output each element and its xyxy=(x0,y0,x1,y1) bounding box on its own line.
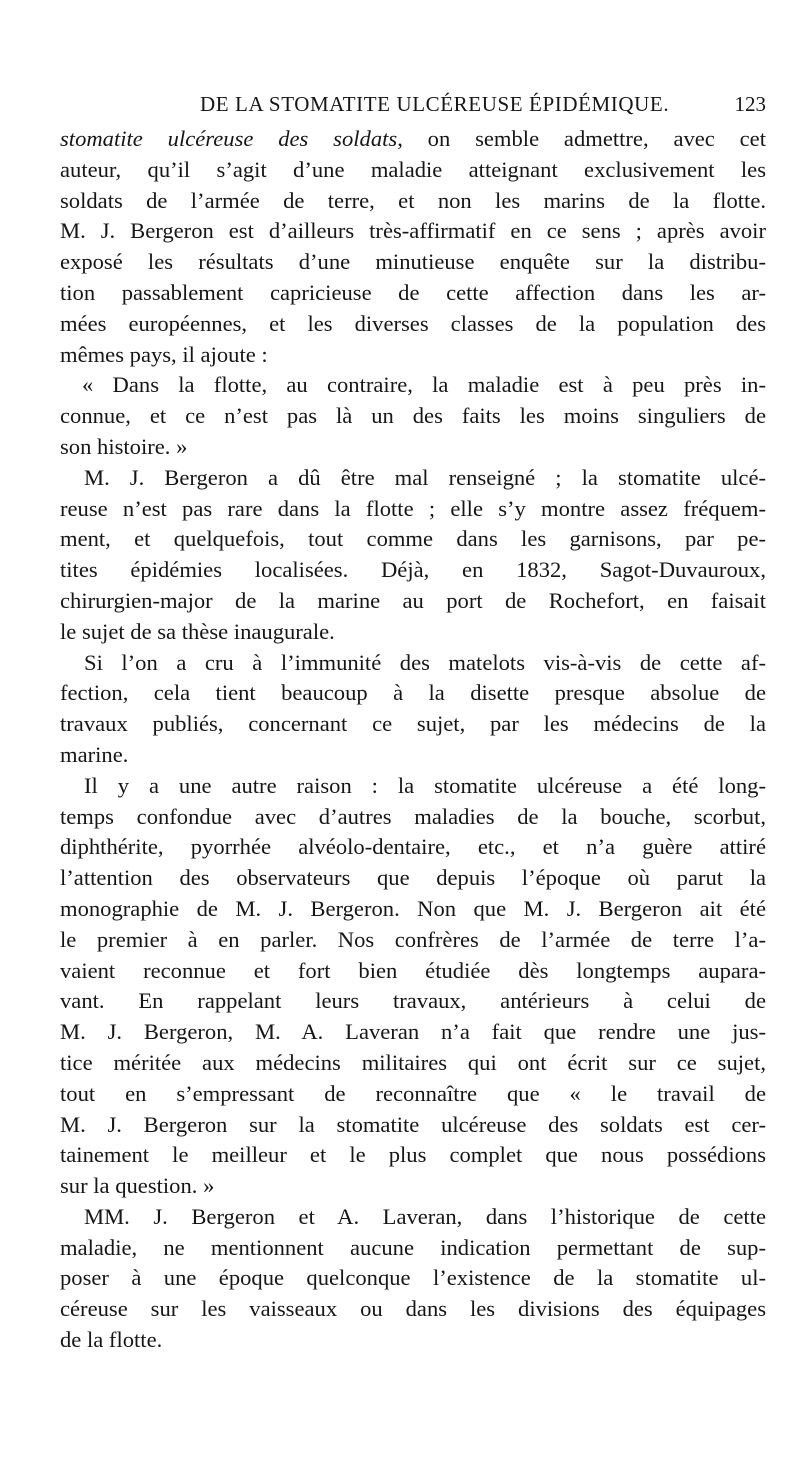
text-line: reuse n’est pas rare dans la flotte ; elle s’y montre assez fréquem- xyxy=(60,495,766,521)
text-line: le premier à en parler. Nos confrères de l’armée de terre l’a- xyxy=(60,926,766,952)
text-line: diphthérite, pyorrhée alvéolo-dentaire, etc., et n’a guère attiré xyxy=(60,834,766,860)
paragraph-start-line: Si l’on a cru à l’immunité des matelots vis-à-vis de cette af- xyxy=(84,649,766,675)
text-line: monographie de M. J. Bergeron. Non que M. J. Bergeron ait été xyxy=(60,895,766,921)
text-line: maladie, ne mentionnent aucune indication permettant de sup- xyxy=(60,1234,766,1260)
text-line: auteur, qu’il s’agit d’une maladie atteignant exclusivement les xyxy=(60,156,766,182)
text-line: tites épidémies localisées. Déjà, en 1832, Sagot-Duvauroux, xyxy=(60,557,766,583)
text-line: fection, cela tient beaucoup à la disette presque absolue de xyxy=(60,680,766,706)
text-line: tout en s’empressant de reconnaître que « le travail de xyxy=(60,1080,766,1106)
text-line: vaient reconnue et fort bien étudiée dès longtemps aupara- xyxy=(60,957,766,983)
text-line: le sujet de sa thèse inaugurale. xyxy=(60,618,335,644)
text-line: M. J. Bergeron, M. A. Laveran n’a fait que rendre une jus- xyxy=(60,1019,766,1045)
text-line: ment, et quelquefois, tout comme dans les garnisons, par pe- xyxy=(60,526,766,552)
text-line: tice méritée aux médecins militaires qui ont écrit sur ce sujet, xyxy=(60,1049,766,1075)
text-line: soldats de l’armée de terre, et non les marins de la flotte. xyxy=(60,187,766,213)
text-line: céreuse sur les vaisseaux ou dans les divisions des équipages xyxy=(60,1296,766,1322)
paragraph-start-line: MM. J. Bergeron et A. Laveran, dans l’historique de cette xyxy=(84,1203,766,1229)
running-title: DE LA STOMATITE ULCÉREUSE ÉPIDÉMIQUE. xyxy=(200,92,670,116)
paragraph-start-line: Il y a une autre raison : la stomatite ulcéreuse a été long- xyxy=(84,772,766,798)
text-fragment: , on semble admettre, avec cet xyxy=(397,126,766,151)
text-line: marine. xyxy=(60,741,129,767)
paragraph-start-line: M. J. Bergeron a dû être mal renseigné ; la stomatite ulcé- xyxy=(84,464,766,490)
text-line: tion passablement capricieuse de cette affection dans les ar- xyxy=(60,279,766,305)
text-line: chirurgien-major de la marine au port de Rochefort, en faisait xyxy=(60,587,766,613)
text-line: mées européennes, et les diverses classes de la population des xyxy=(60,310,766,336)
italic-title-phrase: stomatite ulcéreuse des soldats xyxy=(60,126,398,151)
text-line: exposé les résultats d’une minutieuse enquête sur la distribu- xyxy=(60,249,766,275)
text-line: M. J. Bergeron sur la stomatite ulcéreuse des soldats est cer- xyxy=(60,1111,766,1137)
text-line xyxy=(60,124,766,155)
text-line: l’attention des observateurs que depuis l’époque où parut la xyxy=(60,865,766,891)
text-line: travaux publiés, concernant ce sujet, par les médecins de la xyxy=(60,711,766,737)
text-line: de la flotte. xyxy=(60,1327,163,1353)
page-number: 123 xyxy=(734,92,766,116)
text-line: mêmes pays, il ajoute : xyxy=(60,341,268,367)
quote-line: son histoire. » xyxy=(60,433,188,459)
quote-line: connue, et ce n’est pas là un des faits les moins singuliers de xyxy=(60,403,766,429)
running-head xyxy=(62,86,766,120)
text-line: poser à une époque quelconque l’existence de la stomatite ul- xyxy=(60,1265,766,1291)
text-line: sur la question. » xyxy=(60,1173,215,1199)
text-line: M. J. Bergeron est d’ailleurs très-affirmatif en ce sens ; après avoir xyxy=(60,218,766,244)
text-line: vant. En rappelant leurs travaux, antérieurs à celui de xyxy=(60,988,766,1014)
text-line: tainement le meilleur et le plus complet que nous possédions xyxy=(60,1142,766,1168)
text-line: temps confondue avec d’autres maladies de la bouche, scorbut, xyxy=(60,803,766,829)
quote-line: « Dans la flotte, au contraire, la maladie est à peu près in- xyxy=(82,372,766,398)
body-text xyxy=(60,124,766,1356)
